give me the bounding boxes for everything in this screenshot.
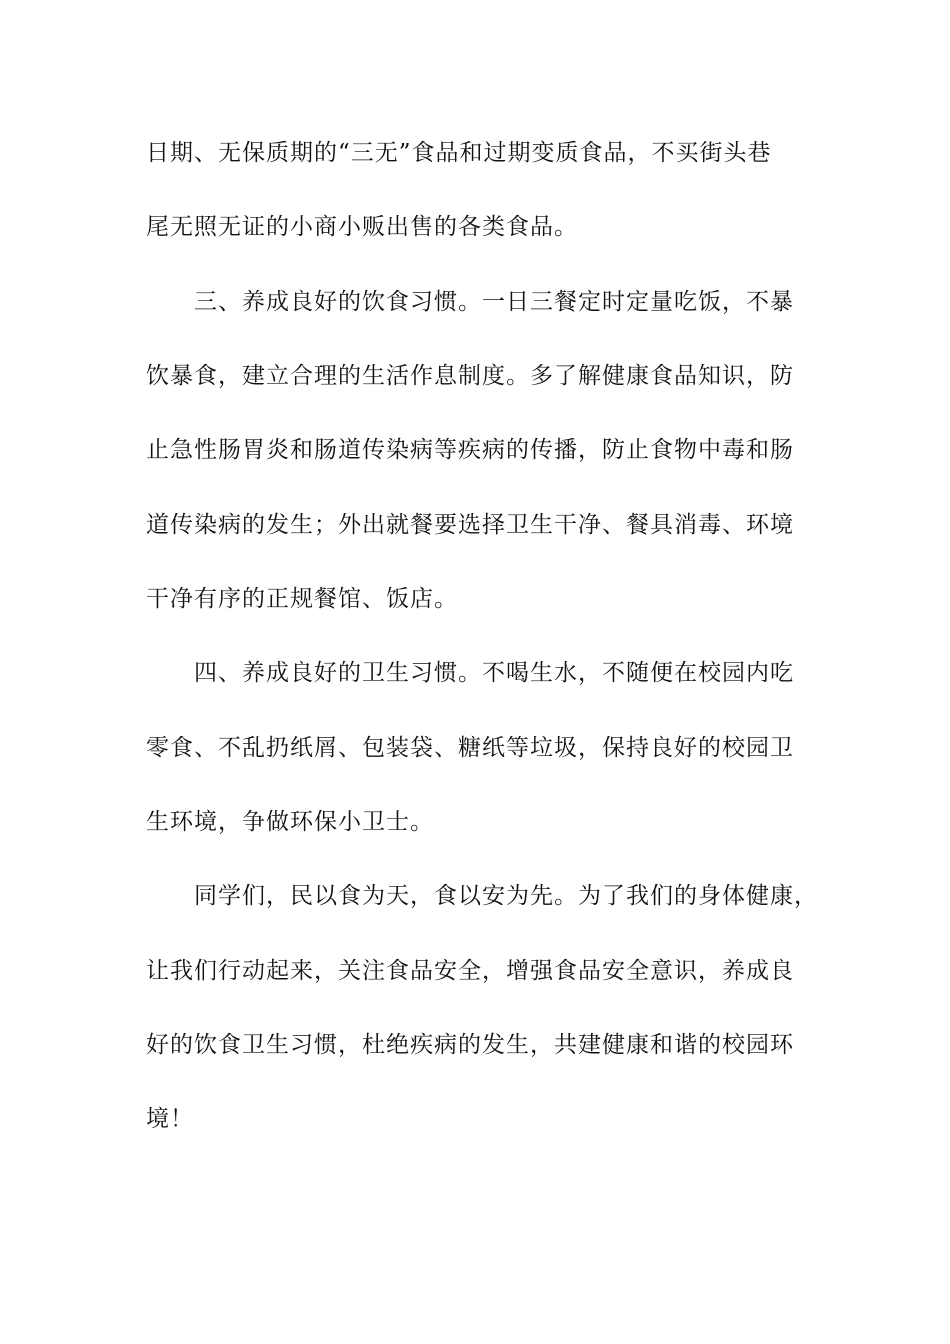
text-line: 好的饮食卫生习惯，杜绝疾病的发生，共建健康和谐的校园环 bbox=[146, 1032, 794, 1058]
text-line: 生环境，争做环保小卫士。 bbox=[146, 809, 434, 835]
text-line: 饮暴食，建立合理的生活作息制度。多了解健康食品知识，防 bbox=[146, 363, 794, 389]
text-line: 日期、无保质期的“三无”食品和过期变质食品，不买街头巷 bbox=[146, 140, 772, 166]
text-line: 零食、不乱扔纸屑、包装袋、糖纸等垃圾，保持良好的校园卫 bbox=[146, 735, 794, 761]
text-line: 境！ bbox=[146, 1106, 194, 1132]
paragraph-heading-4: 四、养成良好的卫生习惯。不喝生水，不随便在校园内吃 bbox=[194, 660, 794, 686]
text-line: 道传染病的发生；外出就餐要选择卫生干净、餐具消毒、环境 bbox=[146, 512, 794, 538]
text-line: 让我们行动起来，关注食品安全，增强食品安全意识，养成良 bbox=[146, 958, 794, 984]
text-line: 止急性肠胃炎和肠道传染病等疾病的传播，防止食物中毒和肠 bbox=[146, 437, 794, 463]
text-line: 尾无照无证的小商小贩出售的各类食品。 bbox=[146, 214, 578, 240]
closing-paragraph-start: 同学们，民以食为天，食以安为先。为了我们的身体健康， bbox=[194, 883, 818, 909]
text-line: 干净有序的正规餐馆、饭店。 bbox=[146, 586, 458, 612]
paragraph-heading-3: 三、养成良好的饮食习惯。一日三餐定时定量吃饭，不暴 bbox=[194, 289, 794, 315]
